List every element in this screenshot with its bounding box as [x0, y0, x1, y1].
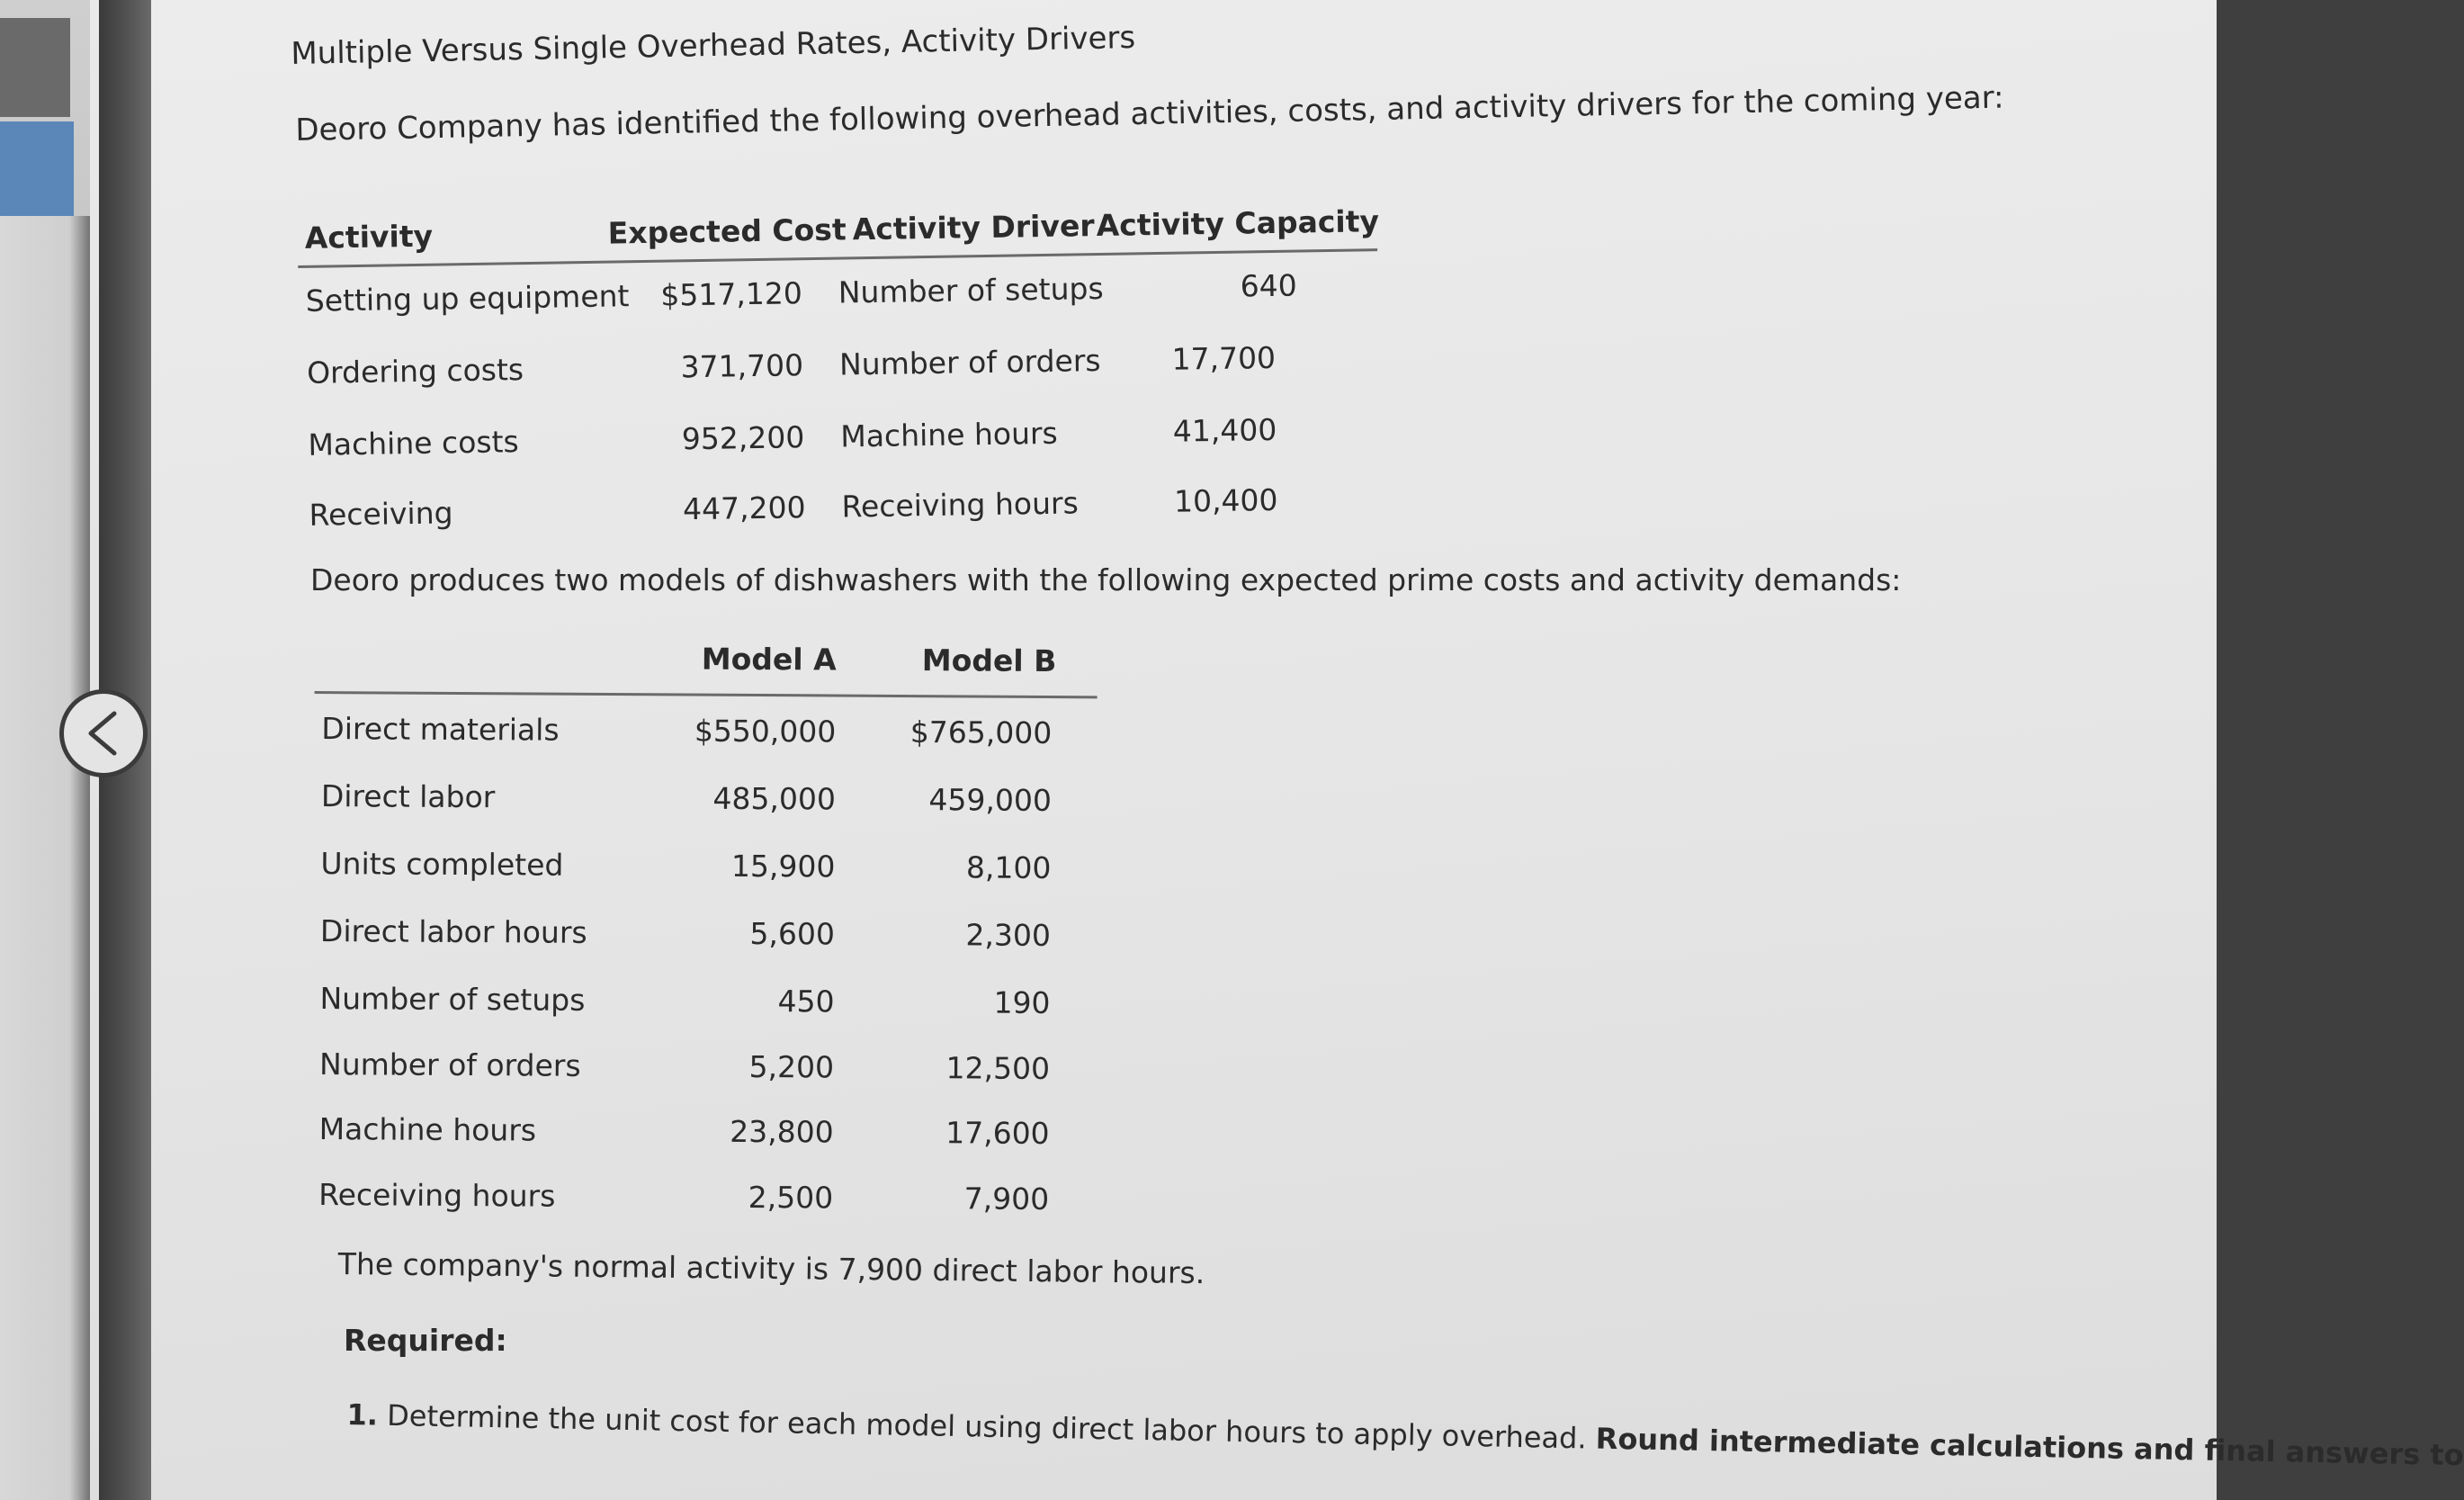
- row-cost: 952,200: [681, 419, 805, 457]
- row-model-b: $765,000: [909, 714, 1053, 751]
- row-model-b: 459,000: [928, 782, 1053, 819]
- row-driver: Receiving hours: [841, 485, 1080, 525]
- row-model-b: 190: [993, 984, 1051, 1021]
- left-blue-strip: [0, 121, 74, 216]
- left-bezel: [0, 18, 70, 117]
- document-page: [90, 0, 2464, 1500]
- question-1-text: Determine the unit cost for each model using direct labor hours to apply overhead.: [386, 1397, 1587, 1456]
- row-model-a: 485,000: [712, 780, 837, 817]
- left-panel: [0, 216, 99, 1500]
- required-label: Required:: [344, 1323, 507, 1358]
- row-activity: Ordering costs: [306, 352, 524, 391]
- row-label: Number of orders: [318, 1046, 581, 1083]
- row-model-b: 2,300: [965, 917, 1052, 954]
- row-capacity: 17,700: [1171, 339, 1277, 377]
- row-label: Direct materials: [321, 711, 560, 748]
- row-model-b: 7,900: [963, 1181, 1050, 1217]
- header-expected-cost: Expected Cost: [607, 211, 847, 251]
- row-model-a: 450: [777, 984, 835, 1019]
- row-label: Direct labor: [320, 778, 496, 815]
- row-label: Units completed: [320, 846, 564, 883]
- row-driver: Number of orders: [838, 342, 1101, 382]
- row-model-b: 17,600: [945, 1115, 1050, 1151]
- row-model-b: 8,100: [965, 849, 1052, 886]
- activities-table: [297, 176, 1382, 535]
- header-rule: [298, 248, 1377, 268]
- row-driver: Machine hours: [840, 415, 1059, 454]
- row-capacity: 10,400: [1173, 481, 1278, 519]
- row-model-a: 5,200: [748, 1048, 835, 1085]
- row-label: Machine hours: [318, 1111, 537, 1148]
- models-table: [311, 634, 1124, 1251]
- header-model-b: Model B: [921, 642, 1057, 679]
- header-rule: [315, 691, 1098, 698]
- intro-text: Deoro Company has identified the following overhead activities, costs, and activity drivers for the coming year:: [295, 79, 2004, 148]
- header-model-a: Model A: [701, 641, 837, 678]
- row-capacity: 41,400: [1172, 411, 1277, 449]
- row-label: Direct labor hours: [319, 913, 587, 950]
- document-sheet: [144, 0, 2464, 1500]
- chevron-left-icon: [84, 710, 123, 757]
- row-model-a: $550,000: [694, 713, 837, 750]
- normal-activity-note: The company's normal activity is 7,900 direct labor hours.: [337, 1246, 1205, 1291]
- row-label: Receiving hours: [318, 1177, 556, 1214]
- row-label: Number of setups: [319, 981, 586, 1018]
- header-activity-driver: Activity Driver: [852, 208, 1095, 247]
- question-1-number: 1.: [346, 1397, 379, 1433]
- header-activity: Activity: [304, 218, 434, 256]
- row-model-a: 2,500: [748, 1179, 834, 1216]
- row-activity: Setting up equipment: [305, 278, 630, 319]
- question-1-bold-text: Round intermediate calculations and final answers to: [1595, 1421, 2464, 1473]
- models-intro-text: Deoro produces two models of dishwashers with the following expected prime costs and activity demands:: [310, 562, 1902, 597]
- row-activity: Machine costs: [308, 424, 519, 463]
- row-model-a: 23,800: [730, 1113, 834, 1150]
- row-cost: 371,700: [680, 347, 804, 385]
- row-model-a: 15,900: [730, 848, 836, 885]
- row-cost: 447,200: [682, 490, 806, 527]
- page-title: Multiple Versus Single Overhead Rates, Activity Drivers: [291, 19, 1136, 72]
- row-capacity: 640: [1240, 267, 1298, 304]
- row-model-b: 12,500: [945, 1050, 1051, 1086]
- back-button[interactable]: [59, 689, 148, 777]
- row-driver: Number of setups: [838, 270, 1104, 310]
- row-activity: Receiving: [309, 495, 453, 533]
- header-activity-capacity: Activity Capacity: [1096, 203, 1380, 244]
- row-cost: $517,120: [660, 275, 803, 313]
- row-model-a: 5,600: [749, 915, 836, 952]
- question-1: [346, 1397, 2464, 1472]
